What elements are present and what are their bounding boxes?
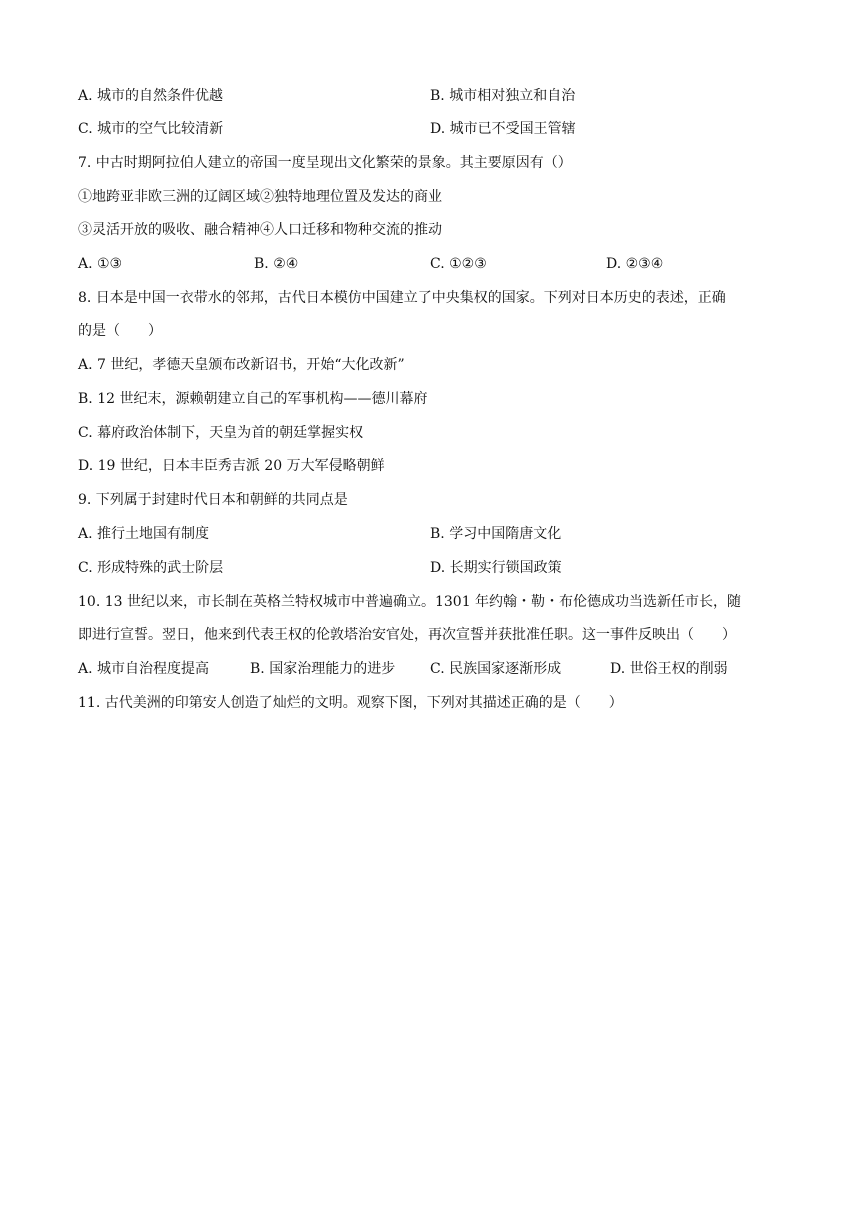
q10-option-a: A. 城市自治程度提高 xyxy=(78,661,210,677)
q9-option-a: A. 推行土地国有制度 xyxy=(78,526,210,542)
q8-option-d: D. 19 世纪，日本丰臣秀吉派 20 万大军侵略朝鲜 xyxy=(78,458,385,474)
q9-stem: 9. 下列属于封建时代日本和朝鲜的共同点是 xyxy=(78,492,348,508)
q7-items-line1: ①地跨亚非欧三洲的辽阔区域②独特地理位置及发达的商业 xyxy=(78,189,442,205)
q10-stem-line2: 即进行宣誓。翌日，他来到代表王权的伦敦塔治安官处，再次宣誓并获批准任职。这一事件反映出（ ） xyxy=(78,627,736,643)
q9-option-c: C. 形成特殊的武士阶层 xyxy=(78,560,224,576)
q10-option-b: B. 国家治理能力的进步 xyxy=(250,661,396,677)
q7-items-line2: ③灵活开放的吸收、融合精神④人口迁移和物种交流的推动 xyxy=(78,222,442,238)
q10-stem-line1: 10. 13 世纪以来，市长制在英格兰特权城市中普遍确立。1301 年约翰・勒・布伦德成功当选新任市长，随 xyxy=(78,594,742,610)
q7-option-b: B. ②④ xyxy=(254,256,299,272)
q8-option-c: C. 幕府政治体制下，天皇为首的朝廷掌握实权 xyxy=(78,425,364,441)
q8-stem-line2: 的是（ ） xyxy=(78,323,162,339)
q8-option-b: B. 12 世纪末，源赖朝建立自己的军事机构——德川幕府 xyxy=(78,391,428,407)
q7-option-a: A. ①③ xyxy=(78,256,123,272)
q6-option-a: A. 城市的自然条件优越 xyxy=(78,88,224,104)
q8-option-a: A. 7 世纪，孝德天皇颁布改新诏书，开始“大化改新” xyxy=(78,357,405,373)
q9-option-b: B. 学习中国隋唐文化 xyxy=(430,526,562,542)
q6-option-b: B. 城市相对独立和自治 xyxy=(430,88,576,104)
q6-option-d: D. 城市已不受国王管辖 xyxy=(430,121,576,137)
q11-stem: 11. 古代美洲的印第安人创造了灿烂的文明。观察下图，下列对其描述正确的是（ ） xyxy=(78,695,623,711)
q6-option-c: C. 城市的空气比较清新 xyxy=(78,121,224,137)
q10-option-d: D. 世俗王权的削弱 xyxy=(610,661,728,677)
q9-option-d: D. 长期实行锁国政策 xyxy=(430,560,562,576)
q7-option-c: C. ①②③ xyxy=(430,256,487,272)
q7-stem: 7. 中古时期阿拉伯人建立的帝国一度呈现出文化繁荣的景象。其主要原因有（） xyxy=(78,155,572,171)
q7-option-d: D. ②③④ xyxy=(606,256,664,272)
q10-option-c: C. 民族国家逐渐形成 xyxy=(430,661,562,677)
q8-stem-line1: 8. 日本是中国一衣带水的邻邦，古代日本模仿中国建立了中央集权的国家。下列对日本历史的表述，正确 xyxy=(78,290,726,306)
